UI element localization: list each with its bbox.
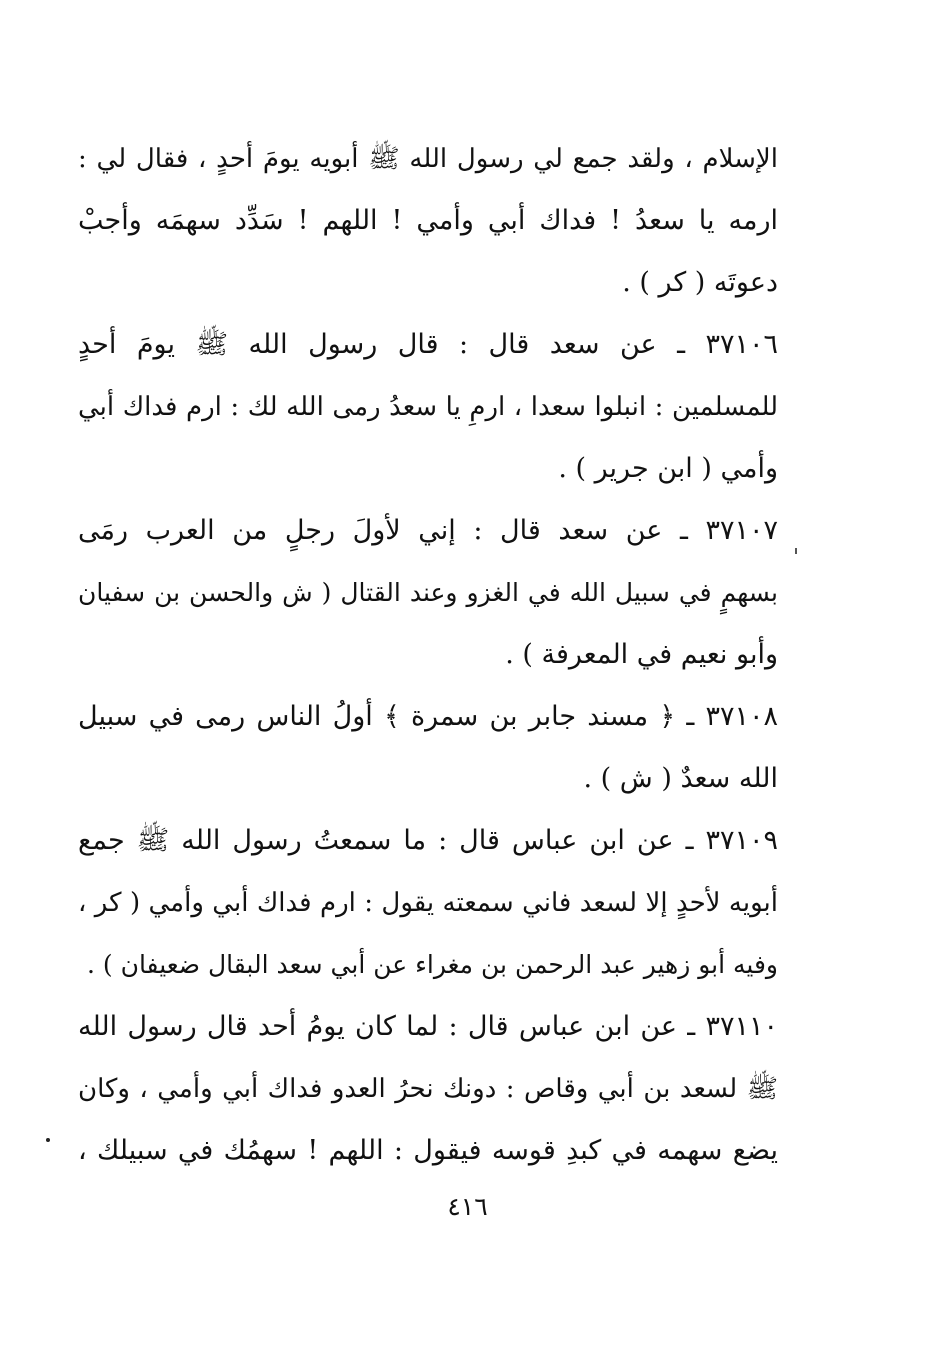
text-line: وأبو نعيم في المعرفة ) .: [505, 639, 778, 670]
text-line: للمسلمين : انبلوا سعدا ، ارمِ يا سعدُ رمى الله لك : ارم فداك أبي: [78, 392, 778, 422]
text-line: ﷺ لسعد بن أبي وقاص : دونك نحرُ العدو فداك أبي وأمي ، وكان: [78, 1074, 778, 1104]
hadith-37108-start: ٣٧١٠٨ ـ ﴿ مسند جابر بن سمرة ﴾ أولُ الناس رمى في سبيل: [78, 701, 778, 732]
hadith-37110-start: ٣٧١١٠ ـ عن ابن عباس قال : لما كان يومُ أحد قال رسول الله: [78, 1011, 778, 1042]
page-number: ٤١٦: [447, 1192, 488, 1221]
hadith-37107-start: ٣٧١٠٧ ـ عن سعد قال : إني لأولَ رجلٍ من العرب رمَى: [78, 515, 778, 546]
hadith-37109-start: ٣٧١٠٩ ـ عن ابن عباس قال : ما سمعتُ رسول الله ﷺ جمع: [78, 825, 778, 856]
text-line: الإسلام ، ولقد جمع لي رسول الله ﷺ أبويه يومَ أحدٍ ، فقال لي :: [78, 144, 778, 174]
text-line: وفيه أبو زهير عبد الرحمن بن مغراء عن أبي سعد البقال ضعيفان ) .: [86, 950, 778, 979]
hadith-37106-start: ٣٧١٠٦ ـ عن سعد قال : قال رسول الله ﷺ يومَ أحدٍ: [78, 329, 778, 360]
text-line: الله سعدٌ ( ش ) .: [583, 763, 778, 794]
text-line: وأمي ( ابن جرير ) .: [558, 453, 778, 484]
text-line: بسهمٍ في سبيل الله في الغزو وعند القتال ( ش والحسن بن سفيان: [78, 578, 778, 607]
scan-speck: [795, 548, 797, 554]
body-text: [78, 128, 778, 1182]
text-line: دعوتَه ( كر ) .: [622, 267, 778, 298]
text-line: يضع سهمه في كبدِ قوسه فيقول : اللهم ! سهمُك في سبيلك ،: [78, 1135, 778, 1166]
text-line: أبويه لأحدٍ إلا لسعد فاني سمعته يقول : ارم فداك أبي وأمي ( كر ،: [78, 888, 778, 918]
text-line: ارمه يا سعدُ ! فداك أبي وأمي ! اللهم ! سَدِّد سهمَه وأجبْ: [78, 205, 778, 236]
scan-speck: [46, 1138, 50, 1142]
